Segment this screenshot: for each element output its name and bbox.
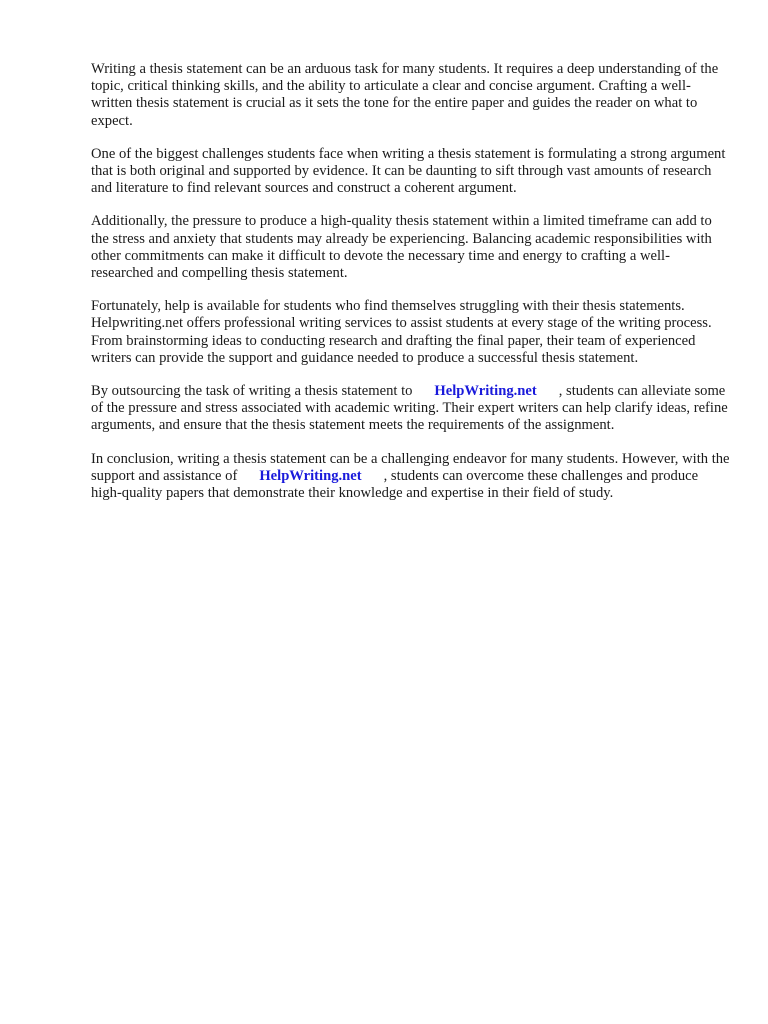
document-body xyxy=(91,61,731,518)
paragraph-1: Writing a thesis statement can be an arduous task for many students. It requires a deep understanding of the topic, critical thinking skills, and the ability to articulate a clear and concise argument. Crafting a well-written thesis statement is crucial as it sets the tone for the entire paper and guides the reader on what to expect. xyxy=(91,61,719,129)
paragraph-5-text-after: , students can alleviate some of the pressure and stress associated with academic writing. Their expert writers can help clarify ideas, refine arguments, and ensure that the thesis statement meets the requirements of the assignment. xyxy=(91,383,728,434)
paragraph-4: Fortunately, help is available for students who find themselves struggling with their thesis statements. Helpwriting.net offers professional writing services to assist students at every stage of the writing process. From brainstorming ideas to conducting research and drafting the final paper, their team of experienced writers can provide the support and guidance needed to produce a successful thesis statement. xyxy=(91,298,712,366)
paragraph-6-text-after: , students can overcome these challenges and produce high-quality papers that demonstrate their knowledge and expertise in their field of study. xyxy=(91,467,699,502)
helpwriting-link-1[interactable]: HelpWriting.net xyxy=(434,383,537,400)
helpwriting-link-2[interactable]: HelpWriting.net xyxy=(259,467,362,484)
paragraph-6 xyxy=(91,451,731,503)
paragraph-5 xyxy=(91,383,731,435)
paragraph-2: One of the biggest challenges students face when writing a thesis statement is formulating a strong argument that is both original and supported by evidence. It can be daunting to sift through vast amounts of research and literature to find relevant sources and construct a coherent argument. xyxy=(91,145,726,197)
paragraph-5-text-before: By outsourcing the task of writing a thesis statement to xyxy=(91,383,413,400)
paragraph-6-text-before: In conclusion, writing a thesis statement can be a challenging endeavor for many students. However, with the support and assistance of xyxy=(91,450,730,484)
paragraph-3: Additionally, the pressure to produce a high-quality thesis statement within a limited timeframe can add to the stress and anxiety that students may already be experiencing. Balancing academic responsibilities with other commitments can make it difficult to devote the necessary time and energy to crafting a well-researched and compelling thesis statement. xyxy=(91,213,712,282)
